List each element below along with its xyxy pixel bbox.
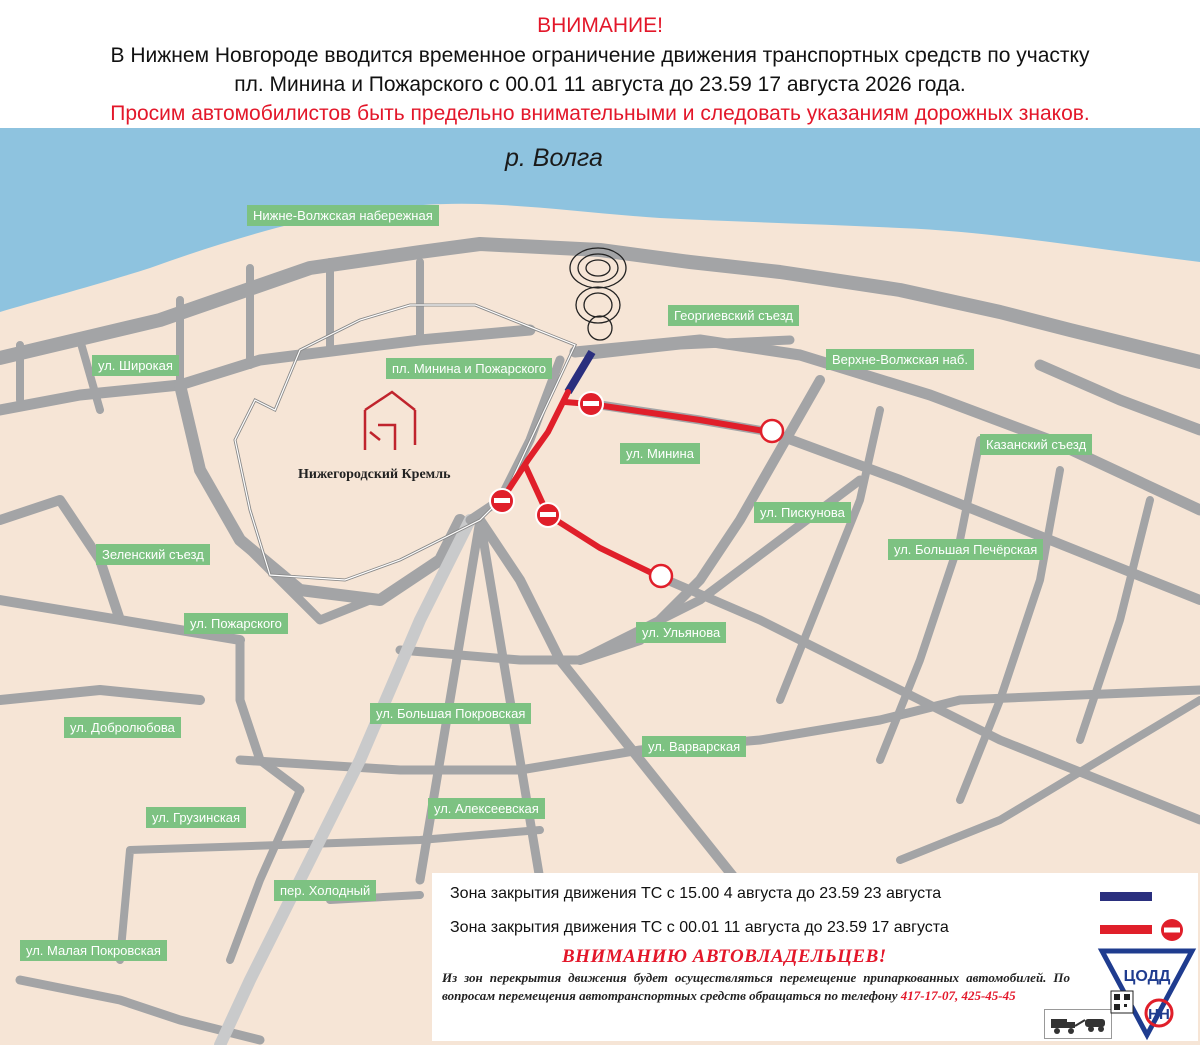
street-label: ул. Пискунова: [754, 502, 851, 523]
warning-title: ВНИМАНИЮ АВТОВЛАДЕЛЬЦЕВ!: [562, 946, 887, 967]
notice-appeal: Просим автомобилистов быть предельно внимательными и следовать указаниям дорожных знаков.: [110, 102, 1090, 125]
street-label: ул. Пожарского: [184, 613, 288, 634]
street-label: ул. Алексеевская: [428, 798, 545, 819]
legend-panel: [432, 873, 1198, 1041]
street-label: пл. Минина и Пожарского: [386, 358, 552, 379]
svg-text:НН: НН: [1148, 1006, 1170, 1023]
street-label: ул. Большая Покровская: [370, 703, 531, 724]
street-label: Зеленский съезд: [96, 544, 210, 565]
street-label: Казанский съезд: [980, 434, 1092, 455]
street-label: Георгиевский съезд: [668, 305, 799, 326]
kremlin-label: Нижегородский Кремль: [298, 467, 451, 482]
legend-blue-swatch: [1100, 892, 1152, 901]
legend-red-text: Зона закрытия движения ТС с 00.01 11 августа до 23.59 17 августа: [450, 919, 949, 936]
street-label: ул. Малая Покровская: [20, 940, 167, 961]
street-label: ул. Добролюбова: [64, 717, 181, 738]
warning-body: Из зон перекрытия движения будет осуществляться перемещение припаркованных автомобилей. По вопросам перемещения автотранспортных средств обращаться по телефону 417-17-07, 425-45-45: [442, 970, 1070, 1003]
codd-logo-icon: [1097, 943, 1197, 1041]
street-label: ул. Ульянова: [636, 622, 726, 643]
legend-blue-text: Зона закрытия движения ТС с 15.00 4 августа до 23.59 23 августа: [450, 885, 942, 902]
svg-text:ЦОДД: ЦОДД: [1123, 968, 1171, 985]
no-entry-icon: [1159, 917, 1185, 943]
street-label: Нижне-Волжская набережная: [247, 205, 439, 226]
notice-header: [0, 0, 1200, 128]
notice-title: ВНИМАНИЕ!: [537, 14, 663, 37]
notice-line-1: В Нижнем Новгороде вводится временное ограничение движения транспортных средств по участку: [110, 44, 1090, 67]
street-label: ул. Широкая: [92, 355, 179, 376]
river-label: р. Волга: [505, 144, 603, 172]
street-label: ул. Минина: [620, 443, 700, 464]
street-label: пер. Холодный: [274, 880, 376, 901]
street-label: Верхне-Волжская наб.: [826, 349, 974, 370]
legend-red-swatch: [1100, 925, 1152, 934]
street-label: ул. Варварская: [642, 736, 746, 757]
street-label: ул. Грузинская: [146, 807, 246, 828]
street-label: ул. Большая Печёрская: [888, 539, 1043, 560]
phone-numbers: 417-17-07, 425-45-45: [900, 988, 1016, 1003]
notice-line-2: пл. Минина и Пожарского с 00.01 11 августа до 23.59 17 августа 2026 года.: [234, 73, 966, 96]
